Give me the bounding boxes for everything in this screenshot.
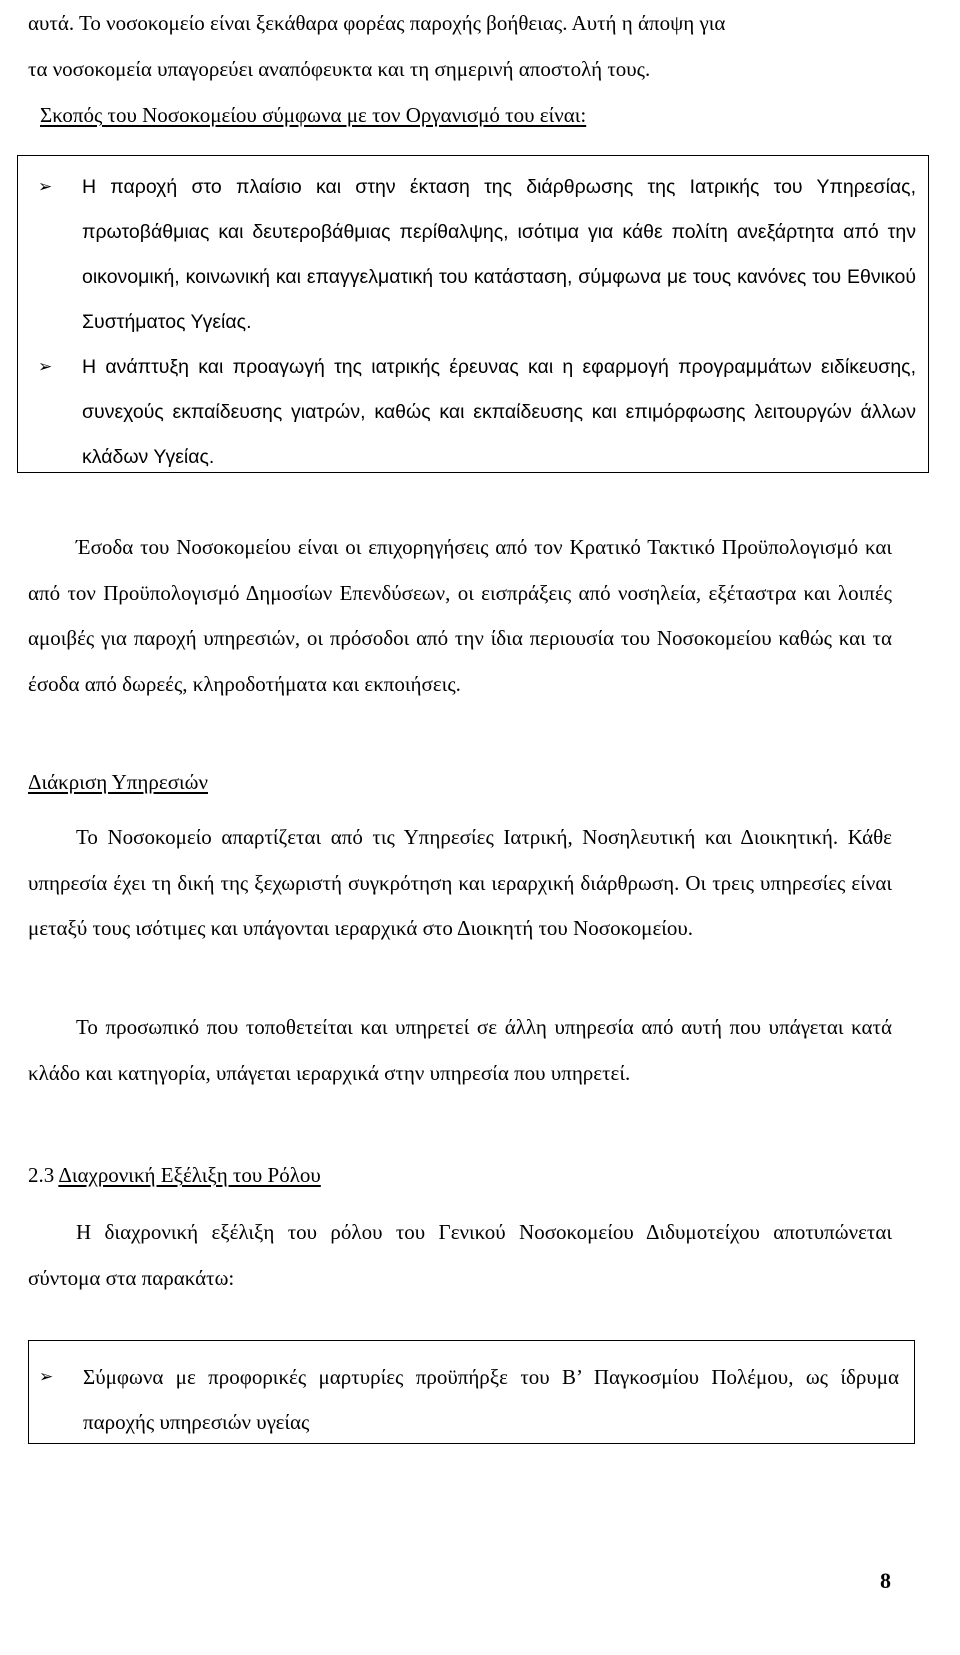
services-paragraph-2: Το προσωπικό που τοποθετείται και υπηρετεί σε άλλη υπηρεσία από αυτή που υπάγεται κατά κλάδο και κατηγορία, υπάγεται ιεραρχικά στην υπηρεσία που υπηρετεί. xyxy=(28,1015,892,1085)
evolution-paragraph: Η διαχρονική εξέλιξη του ρόλου του Γενικού Νοσοκομείου Διδυμοτείχου αποτυπώνεται σύντομα στα παρακάτω: xyxy=(28,1220,892,1290)
top-paragraph xyxy=(28,0,930,138)
services-heading: Διάκριση Υπηρεσιών xyxy=(28,770,208,794)
evolution-item xyxy=(29,1355,899,1445)
purpose-item-text: Η παροχή στο πλαίσιο και στην έκταση της διάρθρωσης της Ιατρικής του Υπηρεσίας, πρωτοβάθμιας και δευτεροβάθμιας περίθαλψης, ισότιμα για κάθε πολίτη ανεξάρτητα από την οικονομική, κοινωνική και επαγγελματική του κατάσταση, σύμφωνα με τους κανόνες του Εθνικού Συστήματος Υγείας. xyxy=(82,176,916,333)
section-title: Διαχρονική Εξέλιξη του Ρόλου xyxy=(58,1163,321,1187)
services-heading-row xyxy=(28,760,208,805)
section-heading xyxy=(28,1153,321,1198)
arrow-bullet-icon: ➢ xyxy=(38,177,53,197)
purpose-box xyxy=(17,155,929,473)
purpose-item-text: Η ανάπτυξη και προαγωγή της ιατρικής έρευνας και η εφαρμογή προγραμμάτων ειδίκευσης, συνεχούς εκπαίδευσης γιατρών, καθώς και εκπαίδευσης και επιμόρφωσης λειτουργών άλλων κλάδων Υγείας. xyxy=(82,356,916,468)
purpose-heading: Σκοπός του Νοσοκομείου σύμφωνα με τον Οργανισμό του είναι: xyxy=(40,103,587,127)
top-line-2: τα νοσοκομεία υπαγορεύει αναπόφευκτα και τη σημερινή αποστολή τους. xyxy=(28,57,651,81)
top-line-1: αυτά. Το νοσοκομείο είναι ξεκάθαρα φορέας παροχής βοήθειας. Αυτή η άποψη για xyxy=(28,11,726,35)
arrow-bullet-icon: ➢ xyxy=(38,357,53,377)
purpose-item-1 xyxy=(26,165,916,345)
purpose-list xyxy=(26,165,916,480)
evolution-item-text: Σύμφωνα με προφορικές μαρτυρίες προϋπήρξε του Β’ Παγκοσμίου Πολέμου, ως ίδρυμα παροχής υπηρεσιών υγείας xyxy=(83,1365,899,1434)
section-number: 2.3 xyxy=(28,1163,55,1187)
arrow-bullet-icon: ➢ xyxy=(39,1367,54,1387)
evolution-list xyxy=(29,1355,899,1445)
services-paragraph-1: Το Νοσοκομείο απαρτίζεται από τις Υπηρεσίες Ιατρική, Νοσηλευτική και Διοικητική. Κάθε υπηρεσία έχει τη δική της ξεχωριστή συγκρότηση και ιεραρχική διάρθρωση. Οι τρεις υπηρεσίες είναι μεταξύ τους ισότιμες και υπάγονται ιεραρχικά στο Διοικητή του Νοσοκομείου. xyxy=(28,825,892,940)
purpose-item-2 xyxy=(26,345,916,480)
revenue-paragraph: Έσοδα του Νοσοκομείου είναι οι επιχορηγήσεις από τον Κρατικό Τακτικό Προϋπολογισμό και από τον Προϋπολογισμό Δημοσίων Επενδύσεων, οι εισπράξεις από νοσηλεία, εξέταστρα και λοιπές αμοιβές για παροχή υπηρεσιών, οι πρόσοδοι από την ίδια περιουσία του Νοσοκομείου καθώς και τα έσοδα από δωρεές, κληροδοτήματα και εκποιήσεις. xyxy=(28,535,892,696)
page-number: 8 xyxy=(880,1568,891,1593)
evolution-box xyxy=(28,1340,915,1444)
